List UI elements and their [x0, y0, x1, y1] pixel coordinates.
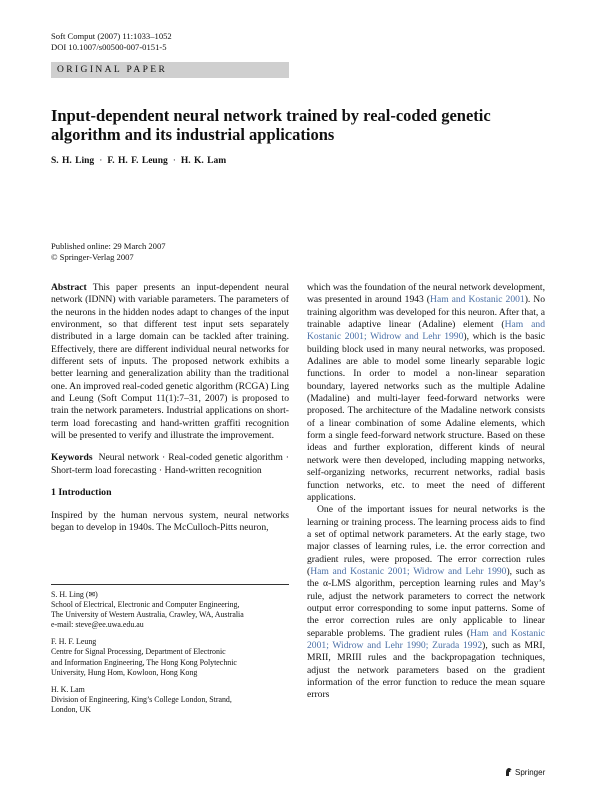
affiliation-email: e-mail: steve@ee.uwa.edu.au [51, 620, 144, 630]
affiliation-author: S. H. Ling (✉) [51, 590, 98, 599]
affiliation-line: and Information Engineering, The Hong Kong Polytechnic [51, 657, 237, 667]
paper-title: Input-dependent neural network trained by real-coded genetic algorithm and its industrial applications [51, 106, 491, 144]
body-text: ), such as the α-LMS algorithm, perception learning rules and May’s rule, adjust the network parameters to correct the network output error corresponding to some input patterns. Some of the error correction rules are only applicable to linear separable problems. The gradient rules ( [307, 565, 546, 639]
author-list [51, 156, 226, 166]
affiliation-block [51, 637, 289, 677]
article-type-banner: ORIGINAL PAPER [51, 62, 289, 78]
journal-header [51, 31, 172, 53]
citation-link[interactable]: Ham and Kostanic 2001 [430, 294, 525, 306]
body-text: ), such as MRI, MRII, MRIII rules and the backpropagation techniques, adjust the network parameters based on the gradient information of the error function to reduce the mean square errors [307, 639, 545, 701]
author-separator: · [172, 156, 176, 166]
abstract-text: This paper presents an input-dependent neural network (IDNN) with variable parameters. The parameters of the neurons in the hidden nodes adapt to changes of the input environment, so that different test input sets separately distributed in a large domain can be tackled after training. Effectively, there are different individual neural networks for different sets of inputs. The proposed network exhibits a better learning and generalization ability than the traditional one. An improved real-coded genetic algorithm (RCGA) Ling and Leung (Soft Comput 11(1):7–31, 2007) is proposed to train the network parameters. Industrial applications on short-term load forecasting and hand-written graffiti recognition will be presented to verify and illustrate the improvement. [51, 282, 289, 442]
publisher-name: Springer [515, 767, 546, 777]
citation-link[interactable]: Ham and Kostanic 2001; Widrow and Lehr 1990; Zurada 1992 [307, 627, 545, 651]
affiliation-line: The University of Western Australia, Crawley, WA, Australia [51, 610, 244, 620]
author-name: H. K. Lam [180, 156, 227, 166]
intro-paragraph: Inspired by the human nervous system, neural networks began to develop in 1940s. The McCulloch-Pitts neuron, [51, 509, 289, 533]
keywords-label: Keywords [51, 452, 93, 464]
publication-info [51, 241, 166, 263]
body-text: ), which is the basic building block used in many neural networks, was proposed. Adalines are able to model some linearly separable logic functions. In order to model a non-linear separation boundary, layered networks such as the multiple Adaline (Madaline) and multi-layer feed-forward networks were proposed. The architecture of the Madaline network consists of a linear combination of some Adaline elements, which form a single feed-forward network structure. Based on these ideas and further exploration, different kinds of neural network were then developed, including mapping networks, self-organizing networks, recurrent networks, radial basis function networks, etc. to meet the need of different applications. [307, 331, 546, 503]
section-heading: 1 Introduction [51, 487, 112, 499]
copyright-line: © Springer-Verlag 2007 [51, 252, 134, 262]
body-paragraph [307, 282, 545, 504]
affiliation-line: School of Electrical, Electronic and Computer Engineering, [51, 600, 240, 610]
affiliation-block [51, 590, 289, 630]
footnote-divider [51, 584, 289, 585]
affiliation-line: University, Hung Hom, Kowloon, Hong Kong [51, 667, 198, 677]
abstract [51, 282, 289, 442]
affiliation-line: London, UK [51, 704, 91, 714]
right-column [307, 282, 545, 702]
citation-link[interactable]: Ham and Kostanic 2001; Widrow and Lehr 1990 [307, 319, 545, 343]
author-separator: · [99, 156, 103, 166]
keywords [51, 452, 289, 477]
body-text: which was the foundation of the neural network development, was presented in around 1943 ( [307, 282, 545, 306]
journal-citation: Soft Comput (2007) 11:1033–1052 [51, 31, 172, 41]
affiliation-line: Division of Engineering, King’s College London, Strand, [51, 694, 232, 704]
publisher-logo [504, 767, 545, 777]
body-paragraph [307, 504, 545, 702]
author-name: S. H. Ling [51, 156, 95, 166]
affiliation-author: F. H. F. Leung [51, 637, 97, 647]
published-date: Published online: 29 March 2007 [51, 241, 166, 251]
author-name: F. H. F. Leung [107, 156, 168, 166]
body-text: ). No training algorithm was developed for this neuron. After that, a trainable adaptive linear (Adaline) element ( [307, 294, 546, 331]
body-text: One of the important issues for neural networks is the learning or training process. The learning process aids to find a set of optimal network parameters. At the early stage, two major classes of learning rules, i.e. the error correction and gradient rules, were proposed. The error correction rules ( [307, 504, 545, 577]
affiliation-author: H. K. Lam [51, 684, 85, 694]
springer-horse-icon [504, 767, 513, 777]
affiliation-line: Centre for Signal Processing, Department of Electronic [51, 647, 226, 657]
abstract-label: Abstract [51, 282, 87, 293]
affiliation-block [51, 685, 289, 715]
affiliations [51, 590, 289, 722]
keywords-text: Neural network · Real-coded genetic algorithm · Short-term load forecasting · Hand-written recognition [51, 452, 289, 476]
doi-line: DOI 10.1007/s00500-007-0151-5 [51, 42, 167, 52]
citation-link[interactable]: Ham and Kostanic 2001; Widrow and Lehr 1990 [310, 565, 507, 577]
left-column [51, 282, 289, 534]
